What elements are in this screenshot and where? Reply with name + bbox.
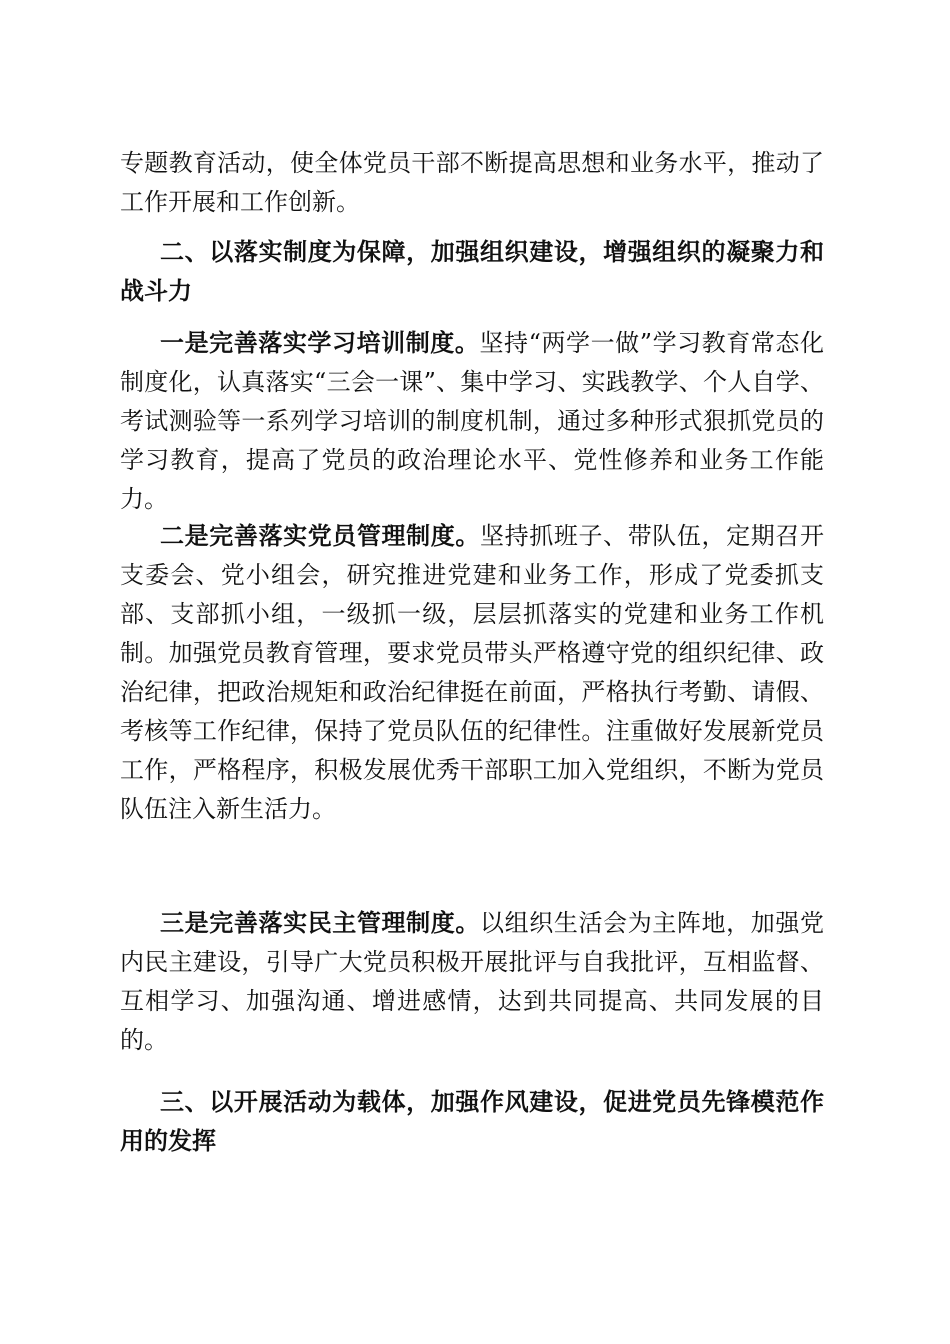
section-2-heading: 二、以落实制度为保障，加强组织建设，增强组织的凝聚力和战斗力 — [120, 238, 824, 305]
item-3-paragraph — [120, 903, 824, 1060]
item-1-lead: 一是完善落实学习培训制度。 — [160, 328, 480, 357]
item-1-body: 坚持“两学一做”学习教育常态化制度化，认真落实“三会一课”、集中学习、实践教学、个人自学、考试测验等一系列学习培训的制度机制，通过多种形式狠抓党员的学习教育，提高了党员的政治理论水平、党性修养和业务工作能力。 — [120, 329, 825, 513]
continuation-paragraph-block — [120, 144, 824, 222]
item-3-block — [120, 903, 824, 1060]
item-3-body: 以组织生活会为主阵地，加强党内民主建设，引导广大党员积极开展批评与自我批评，互相监督、互相学习、加强沟通、增进感情，达到共同提高、共同发展的目的。 — [120, 909, 824, 1054]
section-3-heading: 三、以开展活动为载体，加强作风建设，促进党员先锋模范作用的发挥 — [120, 1088, 824, 1155]
section-3-heading-block — [120, 1083, 824, 1161]
item-2-body: 坚持抓班子、带队伍，定期召开支委会、党小组会，研究推进党建和业务工作，形成了党委抓支部、支部抓小组，一级抓一级，层层抓落实的党建和业务工作机制。加强党员教育管理，要求党员带头严格遵守党的组织纪律、政治纪律，把政治规矩和政治纪律挺在前面，严格执行考勤、请假、考核等工作纪律，保持了党员队伍的纪律性。注重做好发展新党员工作，严格程序，积极发展优秀干部职工加入党组织，不断为党员队伍注入新生活力。 — [120, 522, 824, 823]
item-2-lead: 二是完善落实党员管理制度。 — [160, 521, 480, 550]
section-2-heading-block — [120, 233, 824, 311]
item-3-lead: 三是完善落实民主管理制度。 — [160, 908, 480, 937]
item-1-paragraph — [120, 323, 824, 519]
item-2-paragraph — [120, 516, 824, 829]
item-2-block — [120, 516, 824, 829]
continuation-paragraph: 专题教育活动，使全体党员干部不断提高思想和业务水平，推动了工作开展和工作创新。 — [120, 149, 824, 216]
item-1-block — [120, 323, 824, 519]
